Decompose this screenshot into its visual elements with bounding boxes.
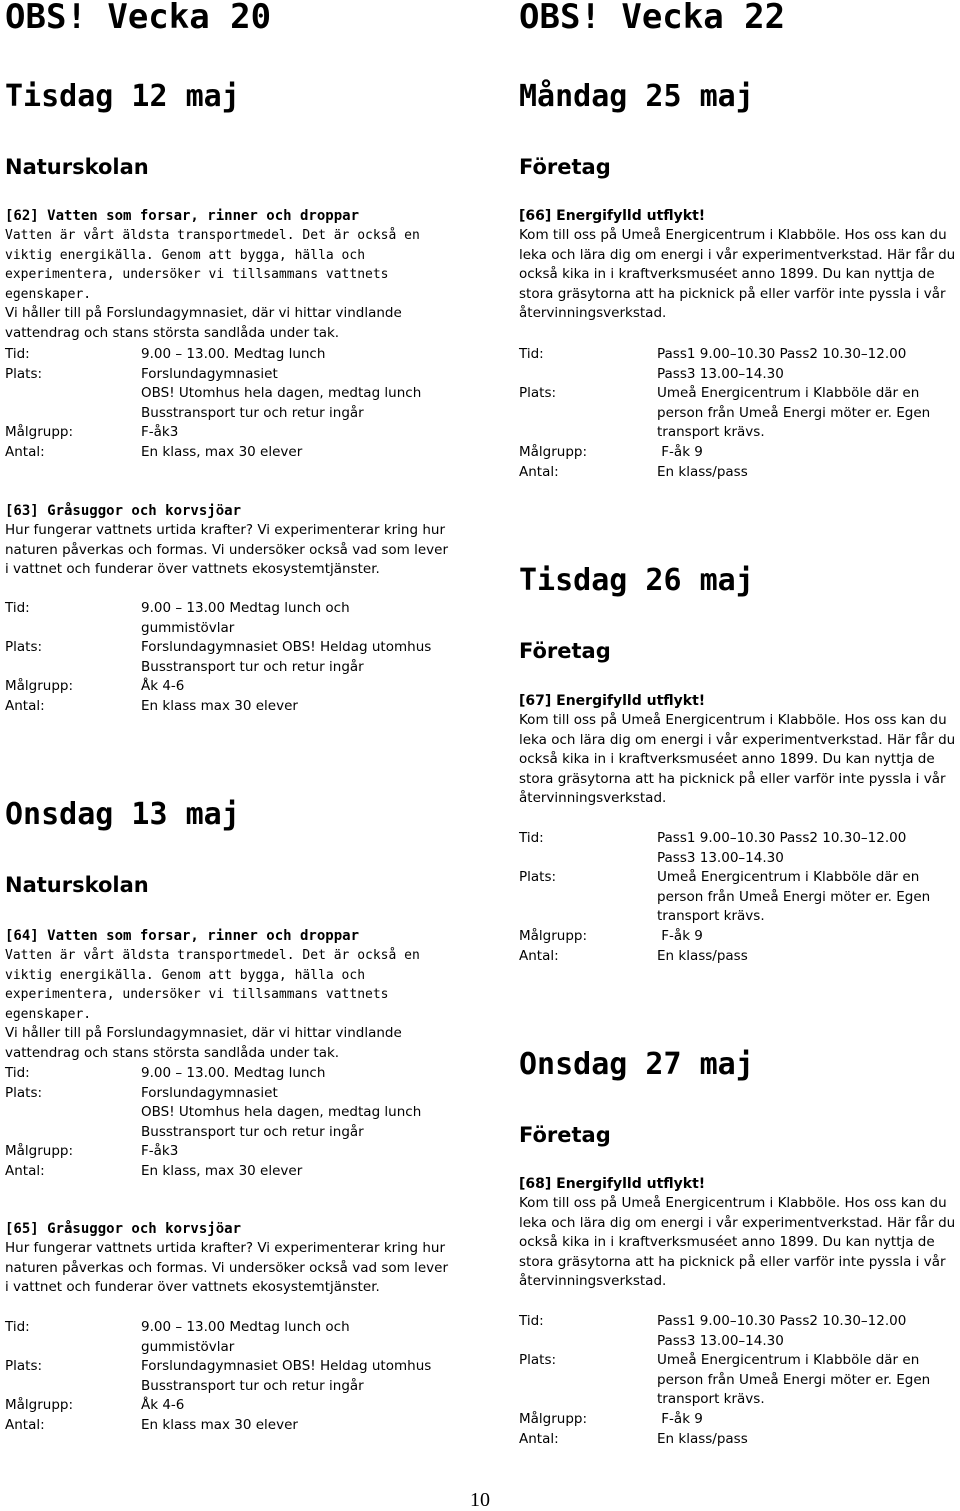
info-row-time xyxy=(5,1064,455,1084)
info-label xyxy=(5,1103,141,1123)
info-label: Antal: xyxy=(5,697,45,714)
info-label: Plats: xyxy=(5,1358,43,1375)
info-value: Pass1 9.00–10.30 Pass2 10.30–12.00 Pass3 13.00–14.30 xyxy=(657,346,907,382)
info-row-count xyxy=(519,463,959,483)
info-label: Tid: xyxy=(519,346,544,362)
info-value: En klass max 30 elever xyxy=(141,697,298,714)
info-value: En klass, max 30 elever xyxy=(141,443,303,460)
info-value: 9.00 – 13.00 Medtag lunch och gummistövlar xyxy=(141,600,350,636)
info-label: Antal: xyxy=(519,463,559,480)
activity-block xyxy=(519,207,959,324)
activity-block xyxy=(5,502,455,580)
activity-info xyxy=(5,1318,455,1436)
info-label xyxy=(5,384,141,404)
info-value: En klass max 30 elever xyxy=(141,1416,298,1433)
info-label: Målgrupp: xyxy=(5,424,74,441)
activity-description: Hur fungerar vattnets urtida krafter? Vi experimenterar kring hur naturen påverkas och formas. Vi undersöker också vad som lever i vattnet och funderar över vattnets ekosystemtjänster. xyxy=(5,1240,448,1296)
info-row-audience xyxy=(519,927,959,947)
info-label: Målgrupp: xyxy=(5,1143,74,1160)
info-row-place xyxy=(5,1084,455,1104)
info-label: Målgrupp: xyxy=(519,1410,588,1427)
info-row-note xyxy=(5,384,455,404)
info-row-place xyxy=(519,384,959,443)
info-label: Målgrupp: xyxy=(519,443,588,460)
activity-title: [62] Vatten som forsar, rinner och droppar xyxy=(5,208,360,224)
activity-info xyxy=(519,1312,959,1449)
info-value: Forslundagymnasiet xyxy=(141,1084,278,1101)
activity-description: Kom till oss på Umeå Energicentrum i Klabböle. Hos oss kan du leka och lära dig om energi i vår experimentverkstad. Här får du också kika in i kraftverksmuséet anno 1899. Du kan nyttja de stora gräsytorna att ha picknick på eller varför inte pyssla i vår återvinningsverkstad. xyxy=(519,712,956,807)
activity-description: Vatten är vårt äldsta transportmedel. Det är också en viktig energikälla. Genom att bygga, hälla och experimentera, undersöker vi tillsammans vattnets egenskaper. xyxy=(5,948,420,1022)
activity-title: [68] Energifylld utflykt! xyxy=(519,1176,706,1192)
info-label: Målgrupp: xyxy=(5,678,74,695)
activity-info xyxy=(519,345,959,482)
info-row-time xyxy=(5,345,455,365)
info-value: Forslundagymnasiet OBS! Heldag utomhus Busstransport tur och retur ingår xyxy=(141,639,432,675)
activity-block xyxy=(519,1175,959,1292)
info-label: Antal: xyxy=(5,443,45,460)
info-row-audience xyxy=(5,677,455,697)
info-row-time xyxy=(5,1318,455,1357)
info-row-place xyxy=(5,365,455,385)
info-value: En klass/pass xyxy=(657,463,748,480)
day-title: Måndag 25 maj xyxy=(519,79,754,114)
info-row-audience xyxy=(519,443,959,463)
info-value: Åk 4-6 xyxy=(141,678,185,695)
info-label: Tid: xyxy=(519,830,544,846)
activity-info xyxy=(519,829,959,966)
info-row-audience xyxy=(5,423,455,443)
info-row-count xyxy=(5,1162,455,1182)
info-label xyxy=(5,404,141,424)
info-row-transport xyxy=(5,1123,455,1143)
info-value: 9.00 – 13.00 Medtag lunch och gummistövlar xyxy=(141,1319,350,1355)
week-title: OBS! Vecka 22 xyxy=(519,0,786,37)
info-row-place xyxy=(519,868,959,927)
activity-title: [65] Gråsuggor och korvsjöar xyxy=(5,1221,242,1237)
info-label: Målgrupp: xyxy=(5,1397,74,1414)
info-value: OBS! Utomhus hela dagen, medtag lunch xyxy=(141,385,422,402)
info-row-note xyxy=(5,1103,455,1123)
info-row-audience xyxy=(519,1410,959,1430)
info-label: Antal: xyxy=(519,1430,559,1447)
info-label xyxy=(5,1123,141,1143)
info-row-place xyxy=(5,638,455,677)
info-value: Pass1 9.00–10.30 Pass2 10.30–12.00 Pass3 13.00–14.30 xyxy=(657,1313,907,1349)
day-title: Tisdag 26 maj xyxy=(519,563,754,598)
info-value: Pass1 9.00–10.30 Pass2 10.30–12.00 Pass3 13.00–14.30 xyxy=(657,830,907,866)
info-value: F-åk 9 xyxy=(657,443,703,460)
info-row-audience xyxy=(5,1396,455,1416)
info-row-place xyxy=(519,1351,959,1410)
info-value: Umeå Energicentrum i Klabböle där en person från Umeå Energi möter er. Egen transport krävs. xyxy=(657,869,931,925)
info-label: Tid: xyxy=(519,1313,544,1329)
info-label: Tid: xyxy=(5,1319,30,1335)
activity-description: Kom till oss på Umeå Energicentrum i Klabböle. Hos oss kan du leka och lära dig om energi i vår experimentverkstad. Här får du också kika in i kraftverksmuséet anno 1899. Du kan nyttja de stora gräsytorna att ha picknick på eller varför inte pyssla i vår återvinningsverkstad. xyxy=(519,1195,956,1290)
info-value: Forslundagymnasiet xyxy=(141,365,278,382)
activity-title: [64] Vatten som forsar, rinner och droppar xyxy=(5,928,360,944)
info-label: Målgrupp: xyxy=(519,927,588,944)
info-row-place xyxy=(5,1357,455,1396)
info-label: Plats: xyxy=(519,869,557,886)
info-row-transport xyxy=(5,404,455,424)
info-label: Tid: xyxy=(5,600,30,616)
page-number: 10 xyxy=(470,1489,490,1511)
category-heading: Naturskolan xyxy=(5,155,149,179)
info-value: En klass/pass xyxy=(657,1430,748,1447)
category-heading: Företag xyxy=(519,639,611,663)
activity-info xyxy=(5,345,455,463)
info-value: Forslundagymnasiet OBS! Heldag utomhus Busstransport tur och retur ingår xyxy=(141,1358,432,1394)
activity-block xyxy=(5,207,455,344)
info-row-time xyxy=(519,1312,959,1351)
info-value: F-åk 9 xyxy=(657,927,703,944)
info-value: F-åk 9 xyxy=(657,1410,703,1427)
category-heading: Naturskolan xyxy=(5,873,149,897)
category-heading: Företag xyxy=(519,155,611,179)
info-row-count xyxy=(5,1416,455,1436)
info-label: Plats: xyxy=(519,385,557,402)
info-label: Plats: xyxy=(5,639,43,656)
activity-title: [67] Energifylld utflykt! xyxy=(519,693,706,709)
category-heading: Företag xyxy=(519,1123,611,1147)
activity-description-cont: Vi håller till på Forslundagymnasiet, där vi hittar vindlande vattendrag och stans största sandlåda under tak. xyxy=(5,305,402,341)
day-title: Tisdag 12 maj xyxy=(5,79,240,114)
info-label: Plats: xyxy=(5,365,43,382)
info-label: Antal: xyxy=(519,947,559,964)
info-value: 9.00 – 13.00. Medtag lunch xyxy=(141,346,326,362)
info-label: Antal: xyxy=(5,1416,45,1433)
info-row-count xyxy=(519,947,959,967)
activity-info xyxy=(5,599,455,717)
activity-description: Hur fungerar vattnets urtida krafter? Vi experimenterar kring hur naturen påverkas och formas. Vi undersöker också vad som lever i vattnet och funderar över vattnets ekosystemtjänster. xyxy=(5,522,448,578)
activity-block xyxy=(5,1220,455,1298)
info-row-time xyxy=(519,829,959,868)
info-value: F-åk3 xyxy=(141,1143,179,1160)
info-value: Umeå Energicentrum i Klabböle där en person från Umeå Energi möter er. Egen transport krävs. xyxy=(657,385,931,441)
activity-info xyxy=(5,1064,455,1182)
info-row-time xyxy=(5,599,455,638)
activity-title: [66] Energifylld utflykt! xyxy=(519,208,706,224)
info-value: Åk 4-6 xyxy=(141,1397,185,1414)
info-label: Plats: xyxy=(5,1084,43,1101)
info-row-count xyxy=(5,697,455,717)
info-label: Tid: xyxy=(5,346,30,362)
day-title: Onsdag 13 maj xyxy=(5,797,240,832)
info-label: Plats: xyxy=(519,1352,557,1369)
info-row-count xyxy=(5,443,455,463)
activity-block xyxy=(519,692,959,809)
info-value: 9.00 – 13.00. Medtag lunch xyxy=(141,1065,326,1081)
info-row-time xyxy=(519,345,959,384)
info-value: Busstransport tur och retur ingår xyxy=(141,404,364,421)
info-label: Antal: xyxy=(5,1162,45,1179)
info-value: Busstransport tur och retur ingår xyxy=(141,1123,364,1140)
info-row-count xyxy=(519,1430,959,1450)
info-value: OBS! Utomhus hela dagen, medtag lunch xyxy=(141,1104,422,1121)
week-title: OBS! Vecka 20 xyxy=(5,0,272,37)
info-value: F-åk3 xyxy=(141,424,179,441)
info-label: Tid: xyxy=(5,1065,30,1081)
activity-block xyxy=(5,927,455,1064)
activity-description-cont: Vi håller till på Forslundagymnasiet, där vi hittar vindlande vattendrag och stans största sandlåda under tak. xyxy=(5,1025,402,1061)
activity-title: [63] Gråsuggor och korvsjöar xyxy=(5,503,242,519)
info-value: En klass, max 30 elever xyxy=(141,1162,303,1179)
day-title: Onsdag 27 maj xyxy=(519,1047,754,1082)
info-row-audience xyxy=(5,1142,455,1162)
activity-description: Vatten är vårt äldsta transportmedel. Det är också en viktig energikälla. Genom att bygga, hälla och experimentera, undersöker vi tillsammans vattnets egenskaper. xyxy=(5,228,420,302)
info-value: En klass/pass xyxy=(657,947,748,964)
activity-description: Kom till oss på Umeå Energicentrum i Klabböle. Hos oss kan du leka och lära dig om energi i vår experimentverkstad. Här får du också kika in i kraftverksmuséet anno 1899. Du kan nyttja de stora gräsytorna att ha picknick på eller varför inte pyssla i vår återvinningsverkstad. xyxy=(519,227,956,322)
info-value: Umeå Energicentrum i Klabböle där en person från Umeå Energi möter er. Egen transport krävs. xyxy=(657,1352,931,1408)
